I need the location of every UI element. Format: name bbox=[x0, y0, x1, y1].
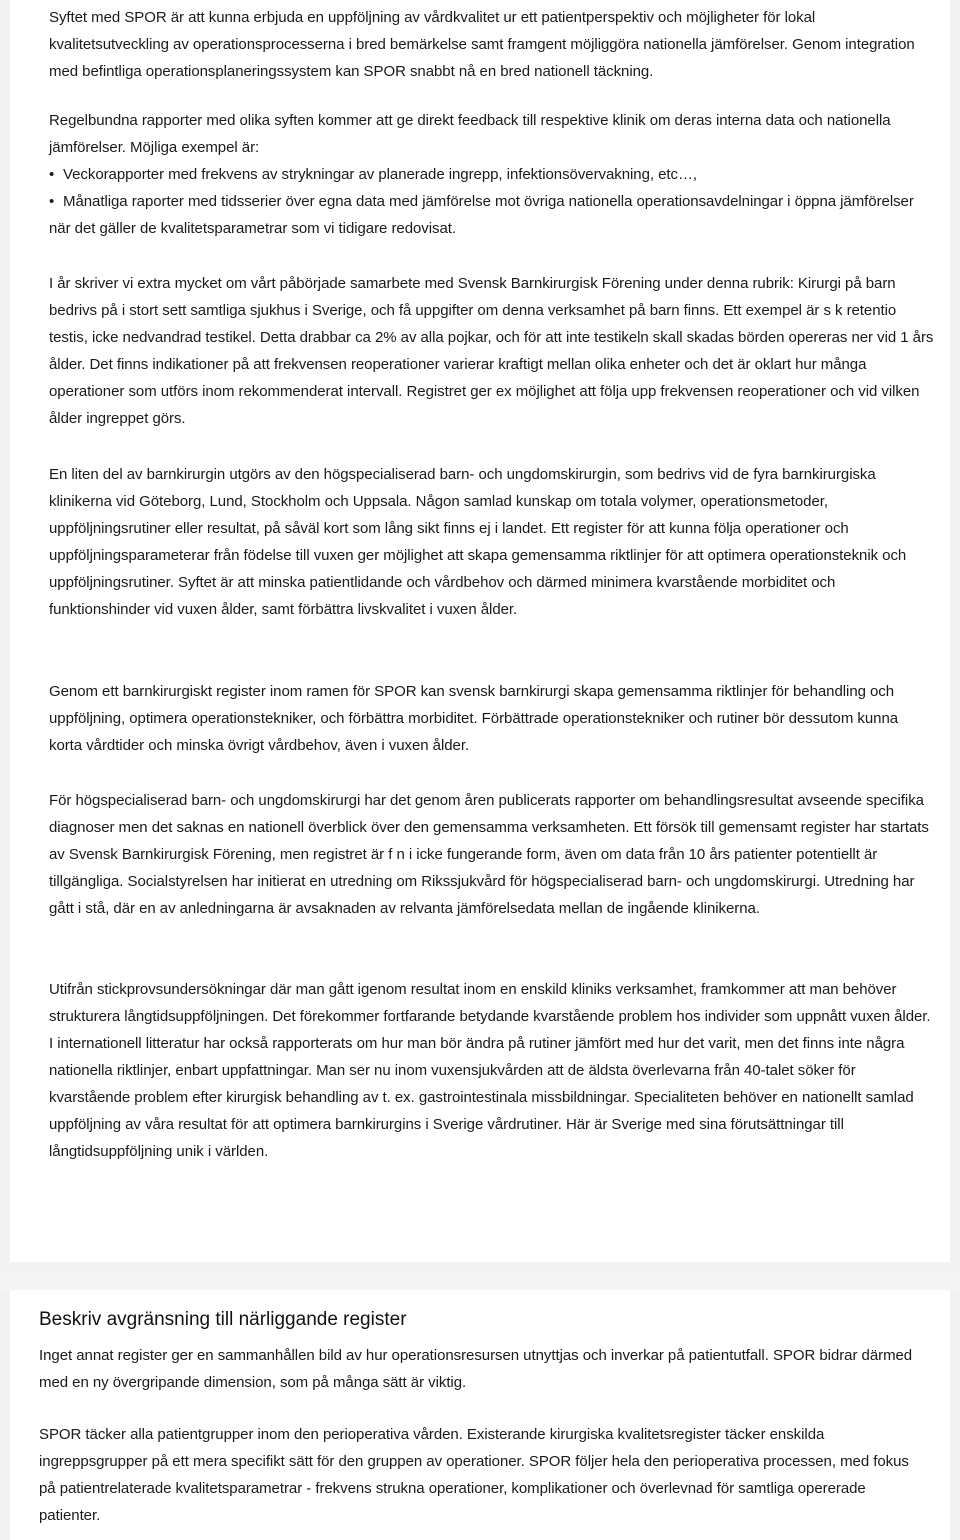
paragraph-purpose bbox=[49, 4, 934, 85]
paragraph-reports bbox=[49, 107, 934, 242]
paragraph-text: En liten del av barnkirurgin utgörs av den högspecialiserad barn- och ungdomskirurgin, som bedrivs vid de fyra barnkirurgiska klinikerna vid Göteborg, Lund, Stockholm och Uppsala. Någon samlad kunskap om totala volymer, operationsmetoder, uppföljningsrutiner eller resultat, på såväl kort som lång sikt finns ej i landet. Ett register för att kunna följa operationer och uppföljningsparameterar från födelse till vuxen ger möjlighet att skapa gemensamma riktlinjer för att optimera operationsteknik och uppföljningsrutiner. Syftet är att minska patientlidande och vårdbehov och därmed minimera kvarstående morbiditet och funktionshinder vid vuxen ålder, samt förbättra livskvalitet i vuxen ålder. bbox=[49, 466, 907, 618]
paragraph-collaboration bbox=[49, 270, 934, 432]
paragraph-text: För högspecialiserad barn- och ungdomskirurgi har det genom åren publicerats rapporter om behandlingsresultat avseende specifika diagnoser men det saknas en nationell överblick över den gemensamma verksamheten. Ett försök till gemensamt register har startats av Svensk Barnkirurgisk Förening, men registret är f n i icke fungerande form, även om data från 10 års patienter potentiellt är tillgängliga. Socialstyrelsen har initierat en utredning om Rikssjukvård för högspecialiserad barn- och ungdomskirurgi. Utredning har gått i stå, där en av anledningarna är avsaknaden av relvanta jämförelsedata mellan de ingående klinikerna. bbox=[49, 792, 929, 917]
bullet-item bbox=[49, 161, 934, 188]
bullet-text: Månatliga raporter med tidsserier över egna data med jämförelse mot övriga nationella operationsavdelningar i öppna jämförelser när det gäller de kvalitetsparametrar som vi tidigare redovisat. bbox=[49, 193, 914, 237]
bullet-icon bbox=[49, 166, 63, 183]
paragraph-delimitation-1 bbox=[39, 1342, 924, 1396]
paragraph-text: SPOR täcker alla patientgrupper inom den perioperativa vården. Existerande kirurgiska kvalitetsregister täcker enskilda ingreppsgrupper på ett mera specifikt sätt för den gruppen av operationer. SPOR följer hela den perioperativa processen, med fokus på patientrelaterade kvalitetsparametrar - frekvens strukna operationer, komplikationer och överlevnad för samtliga opererade patienter. bbox=[39, 1426, 909, 1524]
paragraph-text: Syftet med SPOR är att kunna erbjuda en uppföljning av vårdkvalitet ur ett patientperspektiv och möjligheter för lokal kvalitetsutveckling av operationsprocesserna i bred bemärkelse samt framgent möjliggöra nationella jämförelser. Genom integration med befintliga operationsplaneringssystem kan SPOR snabbt nå en bred nationell täckning. bbox=[49, 9, 915, 80]
paragraph-text: Regelbundna rapporter med olika syften kommer att ge direkt feedback till respektive klinik om deras interna data och nationella jämförelser. Möjliga exempel är: bbox=[49, 112, 891, 156]
paragraph-long-term-followup bbox=[49, 976, 934, 1165]
paragraph-specialized-surgery bbox=[49, 461, 934, 623]
bullet-icon bbox=[49, 193, 63, 210]
paragraph-text: Genom ett barnkirurgiskt register inom ramen för SPOR kan svensk barnkirurgi skapa gemensamma riktlinjer för behandling och uppföljning, optimera operationstekniker, och förbättra morbiditet. Förbättrade operationstekniker och rutiner bör dessutom kunna korta vårdtider och minska övrigt vårdbehov, även i vuxen ålder. bbox=[49, 683, 899, 754]
paragraph-text: Utifrån stickprovsundersökningar där man gått igenom resultat inom en enskild kliniks verksamhet, framkommer att man behöver strukturera långtidsuppföljningen. Det förekommer fortfarande betydande kvarstående problem hos individer som uppnått vuxen ålder. I internationell litteratur har också rapporterats om hur man bör ändra på rutiner jämfört med hur det varit, men det finns inte några nationella riktlinjer, enbart uppfattningar. Man ser nu inom vuxensjukvården att de äldsta överlevarna från 40-talet söker för kvarstående problem efter kirurgisk behandling av t. ex. gastrointestinala missbildningar. Specialiteten behöver en nationellt samlad uppföljning av våra resultat för att optimera barnkirurgins i Sverige vårdrutiner. Här är Sverige med sina förutsättningar till långtidsuppföljning unik i världen. bbox=[49, 981, 931, 1160]
paragraph-guidelines bbox=[49, 678, 934, 759]
paragraph-text: Inget annat register ger en sammanhållen bild av hur operationsresursen utnyttjas och inverkar på patientutfall. SPOR bidrar därmed med en ny övergripande dimension, som på många sätt är viktig. bbox=[39, 1347, 913, 1391]
paragraph-text: I år skriver vi extra mycket om vårt påbörjade samarbete med Svensk Barnkirurgisk Förening under denna rubrik: Kirurgi på barn bedrivs på i stort sett samtliga sjukhus i Sverige, och få uppgifter om denna verksamhet på barn finns. Ett exempel är s k retentio testis, icke nedvandrad testikel. Detta drabbar ca 2% av alla pojkar, och för att inte testikeln skall skadas börden opereras ner vid 1 års ålder. Det finns indikationer på att frekvensen reoperationer varierar kraftigt mellan olika enheter och det är oklart hur många operationer som utförs inom rekommenderat intervall. Registret ger ex möjlighet att följa upp frekvensen reoperationer och vid vilken ålder ingreppet görs. bbox=[49, 275, 934, 427]
bullet-item bbox=[49, 188, 934, 242]
section-heading: Beskriv avgränsning till närliggande register bbox=[39, 1309, 407, 1330]
bullet-text: Veckorapporter med frekvens av strykningar av planerade ingrepp, infektionsövervakning, etc…, bbox=[63, 166, 698, 183]
paragraph-reports-overview bbox=[49, 787, 934, 922]
paragraph-delimitation-2 bbox=[39, 1421, 924, 1529]
